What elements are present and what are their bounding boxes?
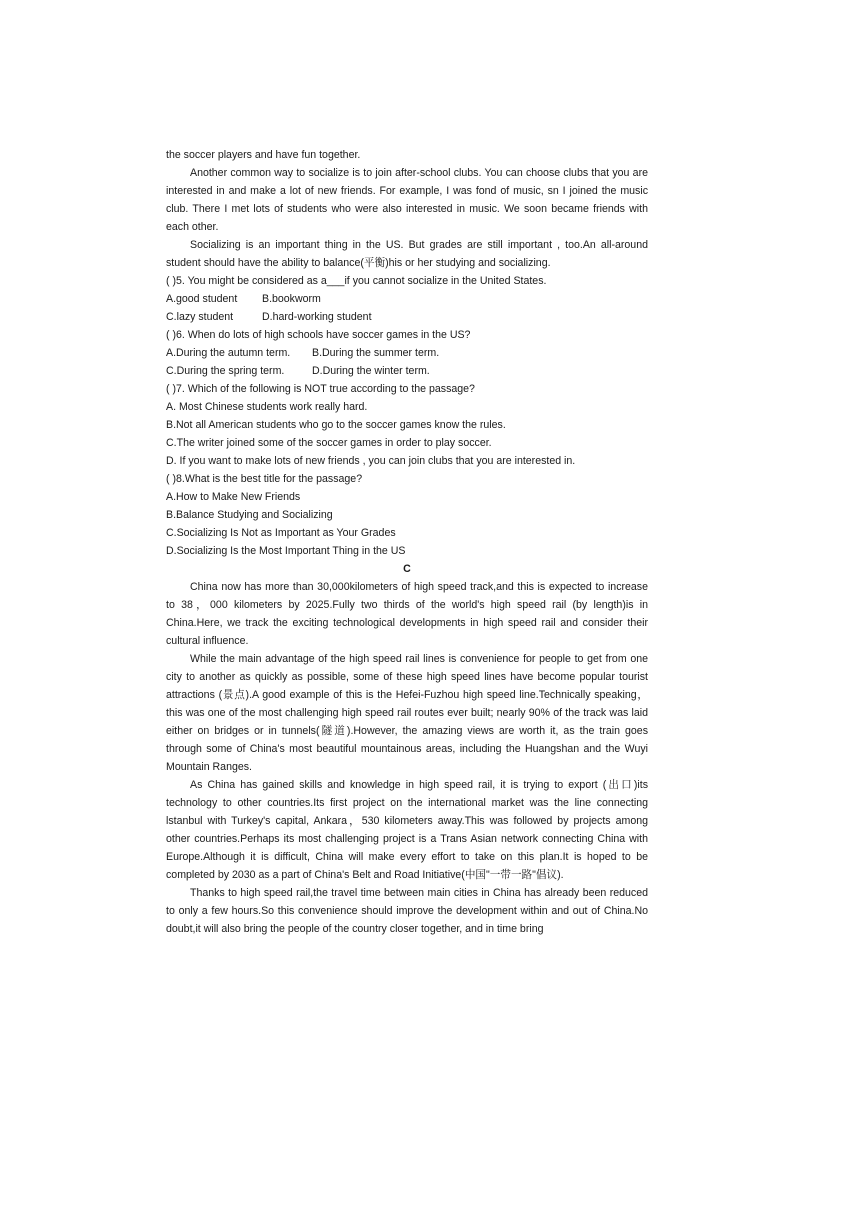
passage-b-paragraph-1: the soccer players and have fun together.	[166, 149, 361, 161]
question-6-options-row-1	[166, 344, 648, 362]
question-6-option-b: B.During the summer term.	[312, 347, 440, 359]
document-page	[166, 146, 648, 938]
question-5-option-c: C.lazy student	[166, 311, 234, 323]
passage-c-paragraph-2: While the main advantage of the high speed rail lines is convenience for people to get from one city to another as quickly as possible, some of these high speed lines have become popular tourist attractions (景点).A good example of this is the Hefei-Fuzhou high speed line.Technically speaking，this was one of the most challenging high speed rail routes ever built; nearly 90% of the track was laid either on bridges or in tunnels(隧道).However, the amazing views are worth it, as the train goes through some of China's most beautiful mountainous areas, including the Huangshan and the Wuyi Mountain Ranges.	[166, 653, 648, 773]
question-8-stem: ( )8.What is the best title for the passage?	[166, 473, 363, 485]
question-8-option-c: C.Socializing Is Not as Important as Your Grades	[166, 527, 396, 539]
passage-b-paragraph-3: Socializing is an important thing in the US. But grades are still important , too.An all-around student should have the ability to balance(平衡)his or her studying and socializing.	[166, 239, 648, 269]
question-5-stem: ( )5. You might be considered as a___if you cannot socialize in the United States.	[166, 275, 547, 287]
question-5-options-row-2	[166, 308, 648, 326]
passage-c-paragraph-4: Thanks to high speed rail,the travel time between main cities in China has already been reduced to only a few hours.So this convenience should improve the development within and out of China.No doubt,it will also bring the people of the country closer together, and in time bring	[166, 887, 648, 935]
question-5-option-d: D.hard-working student	[262, 311, 372, 323]
question-6-option-d: D.During the winter term.	[312, 365, 430, 377]
passage-c-paragraph-1: China now has more than 30,000kilometers of high speed track,and this is expected to increase to 38，000 kilometers by 2025.Fully two thirds of the world's high speed rail (by length)is in China.Here, we track the exciting technological developments in high speed rail and consider their cultural influence.	[166, 581, 648, 647]
question-8-option-d: D.Socializing Is the Most Important Thing in the US	[166, 545, 406, 557]
question-7-option-d: D. If you want to make lots of new friends , you can join clubs that you are interested in.	[166, 455, 576, 467]
question-7-option-b: B.Not all American students who go to the soccer games know the rules.	[166, 419, 506, 431]
question-6-stem: ( )6. When do lots of high schools have soccer games in the US?	[166, 329, 471, 341]
question-6-option-c: C.During the spring term.	[166, 365, 285, 377]
question-8-option-b: B.Balance Studying and Socializing	[166, 509, 333, 521]
question-5-option-a: A.good student	[166, 293, 238, 305]
question-5-option-b: B.bookworm	[262, 293, 321, 305]
question-7-option-a: A. Most Chinese students work really hard.	[166, 401, 368, 413]
question-8-option-a: A.How to Make New Friends	[166, 491, 301, 503]
question-5-options-row-1	[166, 290, 648, 308]
passage-c-paragraph-3: As China has gained skills and knowledge in high speed rail, it is trying to export (出口)its technology to other countries.Its first project on the international market was the line connecting lstanbul with Turkey's capital, Ankara，530 kilometers away.This was followed by projects among other countries.Perhaps its most challenging project is a Trans Asian network connecting China with Europe.Although it is difficult, China will make every effort to take on this plan.It is hoped to be completed by 2030 as a part of China's Belt and Road Initiative(中国"一带一路"倡议).	[166, 779, 648, 881]
question-6-options-row-2	[166, 362, 648, 380]
passage-b-paragraph-2: Another common way to socialize is to join after-school clubs. You can choose clubs that you are interested in and make a lot of new friends. For example, I was fond of music, sn I joined the music club. There I met lots of students who were also interested in music. We soon became friends with each other.	[166, 167, 648, 233]
question-6-option-a: A.During the autumn term.	[166, 347, 291, 359]
section-heading: C	[403, 563, 411, 575]
question-7-stem: ( )7. Which of the following is NOT true according to the passage?	[166, 383, 475, 395]
question-7-option-c: C.The writer joined some of the soccer games in order to play soccer.	[166, 437, 492, 449]
